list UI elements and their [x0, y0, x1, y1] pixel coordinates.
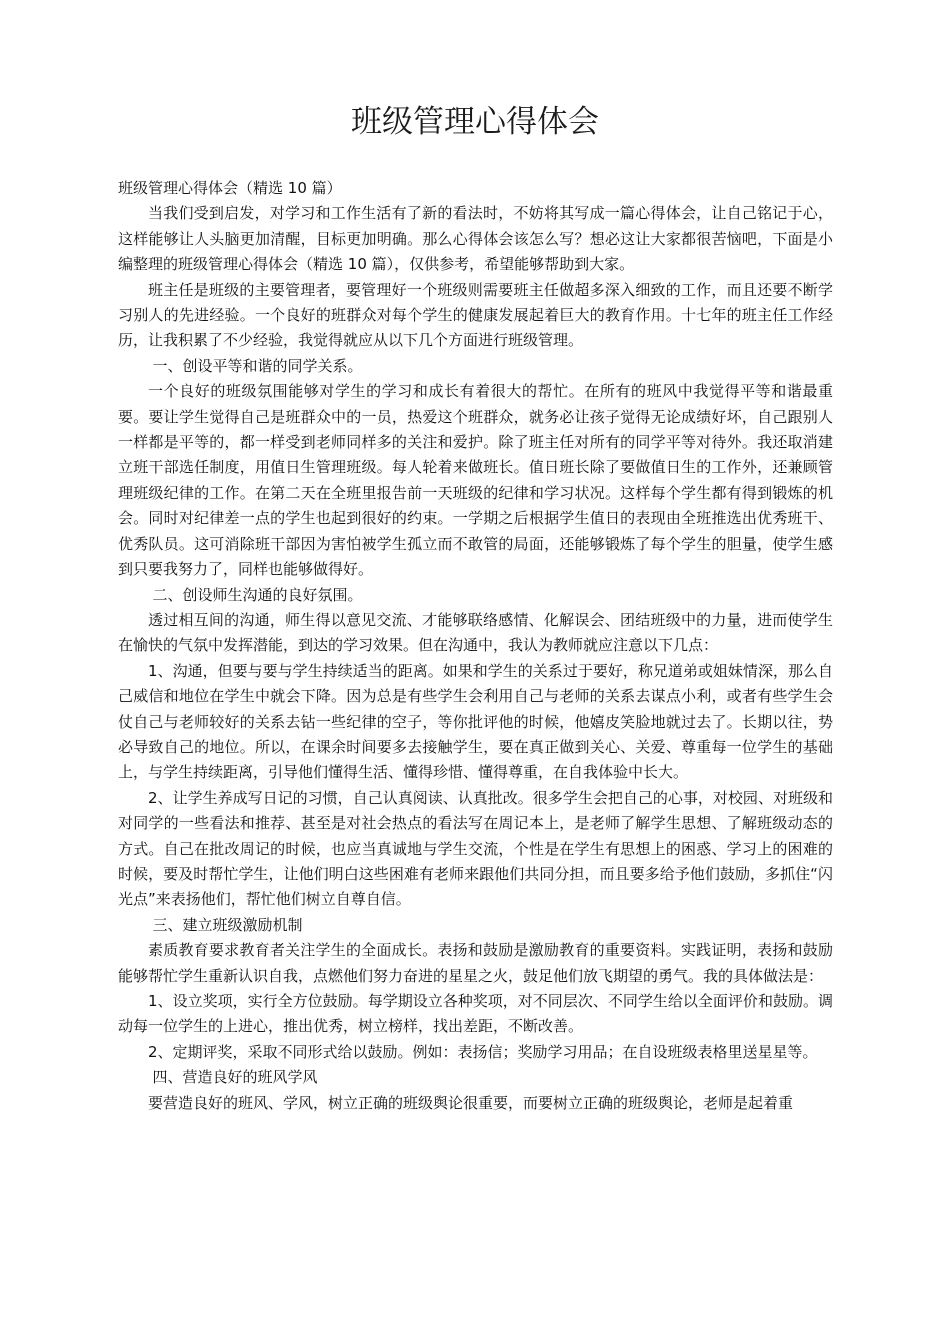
section-heading-1: 一、创设平等和谐的同学关系。 — [152, 356, 363, 375]
body-paragraph: 一个良好的班级氛围能够对学生的学习和成长有着很大的帮忙。在所有的班风中我觉得平等和谐最重要。要让学生觉得自己是班群众中的一员，热爱这个班群众，就务必让孩子觉得无论成绩好坏，自己跟别人一样都是平等的，都一样受到老师同样多的关注和爱护。除了班主任对所有的同学平等对待外。我还取消建立班干部选任制度，用值日生管理班级。每人轮着来做班长。值日班长除了要做值日生的工作外，还兼顾管理班级纪律的工作。在第二天在全班里报告前一天班级的纪律和学习状况。这样每个学生都有得到锻炼的机会。同时对纪律差一点的学生也起到很好的约束。一学期之后根据学生值日的表现由全班推选出优秀班干、优秀队员。这可消除班干部因为害怕被学生孤立而不敢管的局面，还能够锻炼了每个学生的胆量，使学生感到只要我努力了，同样也能够做得好。 — [118, 382, 833, 579]
list-paragraph-2: 2、定期评奖，采取不同形式给以鼓励。例如：表扬信；奖励学习用品；在自设班级表格里送星星等。 — [148, 1042, 818, 1061]
intro-paragraph: 当我们受到启发，对学习和工作生活有了新的看法时，不妨将其写成一篇心得体会，让自己铭记于心，这样能够让人头脑更加清醒，目标更加明确。那么心得体会该怎么写？想必这让大家都很苦恼吧，下面是小编整理的班级管理心得体会（精选 10 篇），仅供参考，希望能够帮助到大家。 — [118, 204, 833, 274]
section-heading-3: 三、建立班级激励机制 — [152, 915, 303, 934]
subtitle-line: 班级管理心得体会（精选 10 篇） — [118, 179, 342, 197]
section-heading-2: 二、创设师生沟通的良好氛围。 — [152, 585, 363, 604]
body-paragraph: 透过相互间的沟通，师生得以意见交流、才能够联络感情、化解误会、团结班级中的力量，进而使学生在愉快的气氛中发挥潜能，到达的学习效果。但在沟通中，我认为教师就应注意以下几点： — [118, 610, 833, 655]
list-paragraph-1: 1、设立奖项，实行全方位鼓励。每学期设立各种奖项，对不同层次、不同学生给以全面评价和鼓励。调动每一位学生的上进心，推出优秀，树立榜样，找出差距，不断改善。 — [118, 992, 833, 1036]
section-heading-4: 四、营造良好的班风学风 — [152, 1068, 318, 1087]
body-paragraph: 班主任是班级的主要管理者，要管理好一个班级则需要班主任做超多深入细致的工作，而且还要不断学习别人的先进经验。一个良好的班群众对每个学生的健康发展起着巨大的教育作用。十七年的班主任工作经历，让我积累了不少经验，我觉得就应从以下几个方面进行班级管理。 — [118, 280, 833, 350]
list-paragraph-1: 1、沟通，但要与要与学生持续适当的距离。如果和学生的关系过于要好，称兄道弟或姐妹情深，那么自己威信和地位在学生中就会下降。因为总是有些学生会利用自己与老师的关系去谋点小利，或者有些学生会仗自己与老师较好的关系去钻一些纪律的空子，等你批评他的时候，他嬉皮笑脸地就过去了。长期以往，势必导致自己的地位。所以，在课余时间要多去接触学生，要在真正做到关心、关爱、尊重每一位学生的基础上，与学生持续距离，引导他们懂得生活、懂得珍惜、懂得尊重，在自我体验中长大。 — [118, 661, 833, 782]
document-body — [118, 176, 833, 1116]
body-paragraph: 素质教育要求教育者关注学生的全面成长。表扬和鼓励是激励教育的重要资料。实践证明，表扬和鼓励能够帮忙学生重新认识自我，点燃他们努力奋进的星星之火，鼓足他们放飞期望的勇气。我的具体做法是： — [118, 941, 833, 985]
list-paragraph-2: 2、让学生养成写日记的习惯，自己认真阅读、认真批改。很多学生会把自己的心事，对校园、对班级和对同学的一些看法和推荐、甚至是对社会热点的看法写在周记本上，是老师了解学生思想、了解班级动态的方式。自己在批改周记的时候，也应当真诚地与学生交流，个性是在学生有思想上的困惑、学习上的困难的时候，要及时帮忙学生，让他们明白这些困难有老师来跟他们共同分担，而且要多给予他们鼓励，多抓住“闪光点”来表扬他们，帮忙他们树立自尊自信。 — [118, 788, 833, 909]
body-paragraph: 要营造良好的班风、学风，树立正确的班级舆论很重要，而要树立正确的班级舆论，老师是起着重 — [148, 1093, 794, 1112]
document-title: 班级管理心得体会 — [351, 104, 599, 140]
